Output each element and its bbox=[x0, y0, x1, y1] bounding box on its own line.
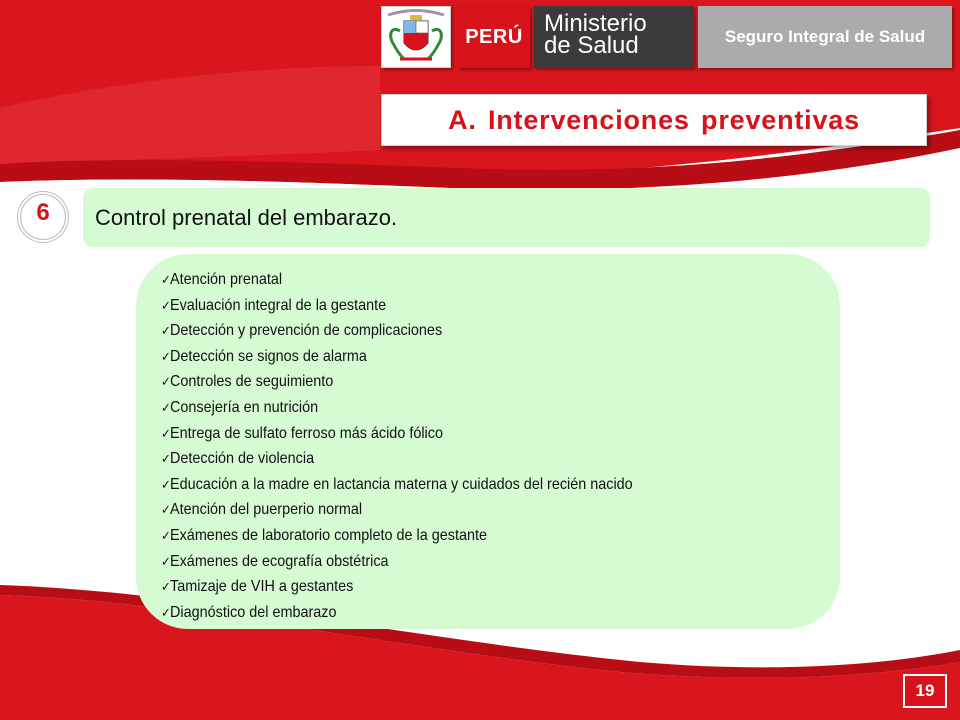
checkmark-icon: ✓ bbox=[161, 502, 171, 518]
list-item: ✓Atención del puerperio normal bbox=[161, 497, 772, 523]
list-item: ✓Atención prenatal bbox=[161, 267, 772, 293]
checkmark-icon: ✓ bbox=[161, 476, 171, 492]
list-item: ✓Exámenes de laboratorio completo de la gestante bbox=[161, 523, 772, 549]
section-number-badge bbox=[20, 194, 66, 240]
checklist bbox=[161, 267, 840, 625]
agency-logo bbox=[698, 6, 952, 68]
checkmark-icon: ✓ bbox=[161, 348, 171, 364]
list-item: ✓Exámenes de ecografía obstétrica bbox=[161, 549, 772, 575]
list-item: ✓Controles de seguimiento bbox=[161, 369, 772, 395]
ministry-line-1: Ministerio bbox=[544, 10, 647, 37]
ministry-logo bbox=[534, 6, 694, 68]
checkmark-icon: ✓ bbox=[161, 604, 171, 620]
section-heading-bar bbox=[83, 188, 930, 247]
list-item: ✓Entrega de sulfato ferroso más ácido fólico bbox=[161, 421, 772, 447]
country-label: PERÚ bbox=[465, 25, 523, 48]
checkmark-icon: ✓ bbox=[161, 553, 171, 569]
section-number: 6 bbox=[36, 199, 50, 226]
checkmark-icon: ✓ bbox=[161, 272, 171, 287]
title-banner bbox=[381, 94, 927, 146]
page-number: 19 bbox=[915, 681, 935, 700]
list-item: ✓Detección de violencia bbox=[161, 446, 772, 472]
peru-coat-of-arms-icon bbox=[382, 7, 450, 67]
coat-of-arms-logo bbox=[381, 6, 451, 68]
page-number-box bbox=[903, 674, 947, 708]
ministry-line-2: de Salud bbox=[544, 32, 639, 59]
checkmark-icon: ✓ bbox=[161, 579, 171, 595]
list-item: ✓Evaluación integral de la gestante bbox=[161, 293, 772, 319]
checkmark-icon: ✓ bbox=[161, 527, 171, 543]
checkmark-icon: ✓ bbox=[161, 425, 171, 441]
list-item: ✓Educación a la madre en lactancia materna y cuidados del recién nacido bbox=[161, 472, 772, 498]
checkmark-icon: ✓ bbox=[161, 297, 171, 313]
list-item: ✓Consejería en nutrición bbox=[161, 395, 772, 421]
list-item: ✓Detección se signos de alarma bbox=[161, 344, 772, 370]
agency-label: Seguro Integral de Salud bbox=[724, 27, 926, 46]
list-item: ✓Diagnóstico del embarazo bbox=[161, 600, 772, 626]
checklist-panel bbox=[136, 254, 840, 629]
list-item: ✓Detección y prevención de complicaciones bbox=[161, 318, 772, 344]
list-item: ✓Tamizaje de VIH a gestantes bbox=[161, 574, 772, 600]
checkmark-icon: ✓ bbox=[161, 399, 171, 415]
checkmark-icon: ✓ bbox=[161, 451, 171, 467]
section-heading: Control prenatal del embarazo. bbox=[95, 204, 398, 230]
slide-title: A. Intervenciones preventivas bbox=[448, 104, 860, 135]
checkmark-icon: ✓ bbox=[161, 323, 171, 339]
peru-logo bbox=[458, 6, 530, 68]
checkmark-icon: ✓ bbox=[161, 374, 171, 390]
